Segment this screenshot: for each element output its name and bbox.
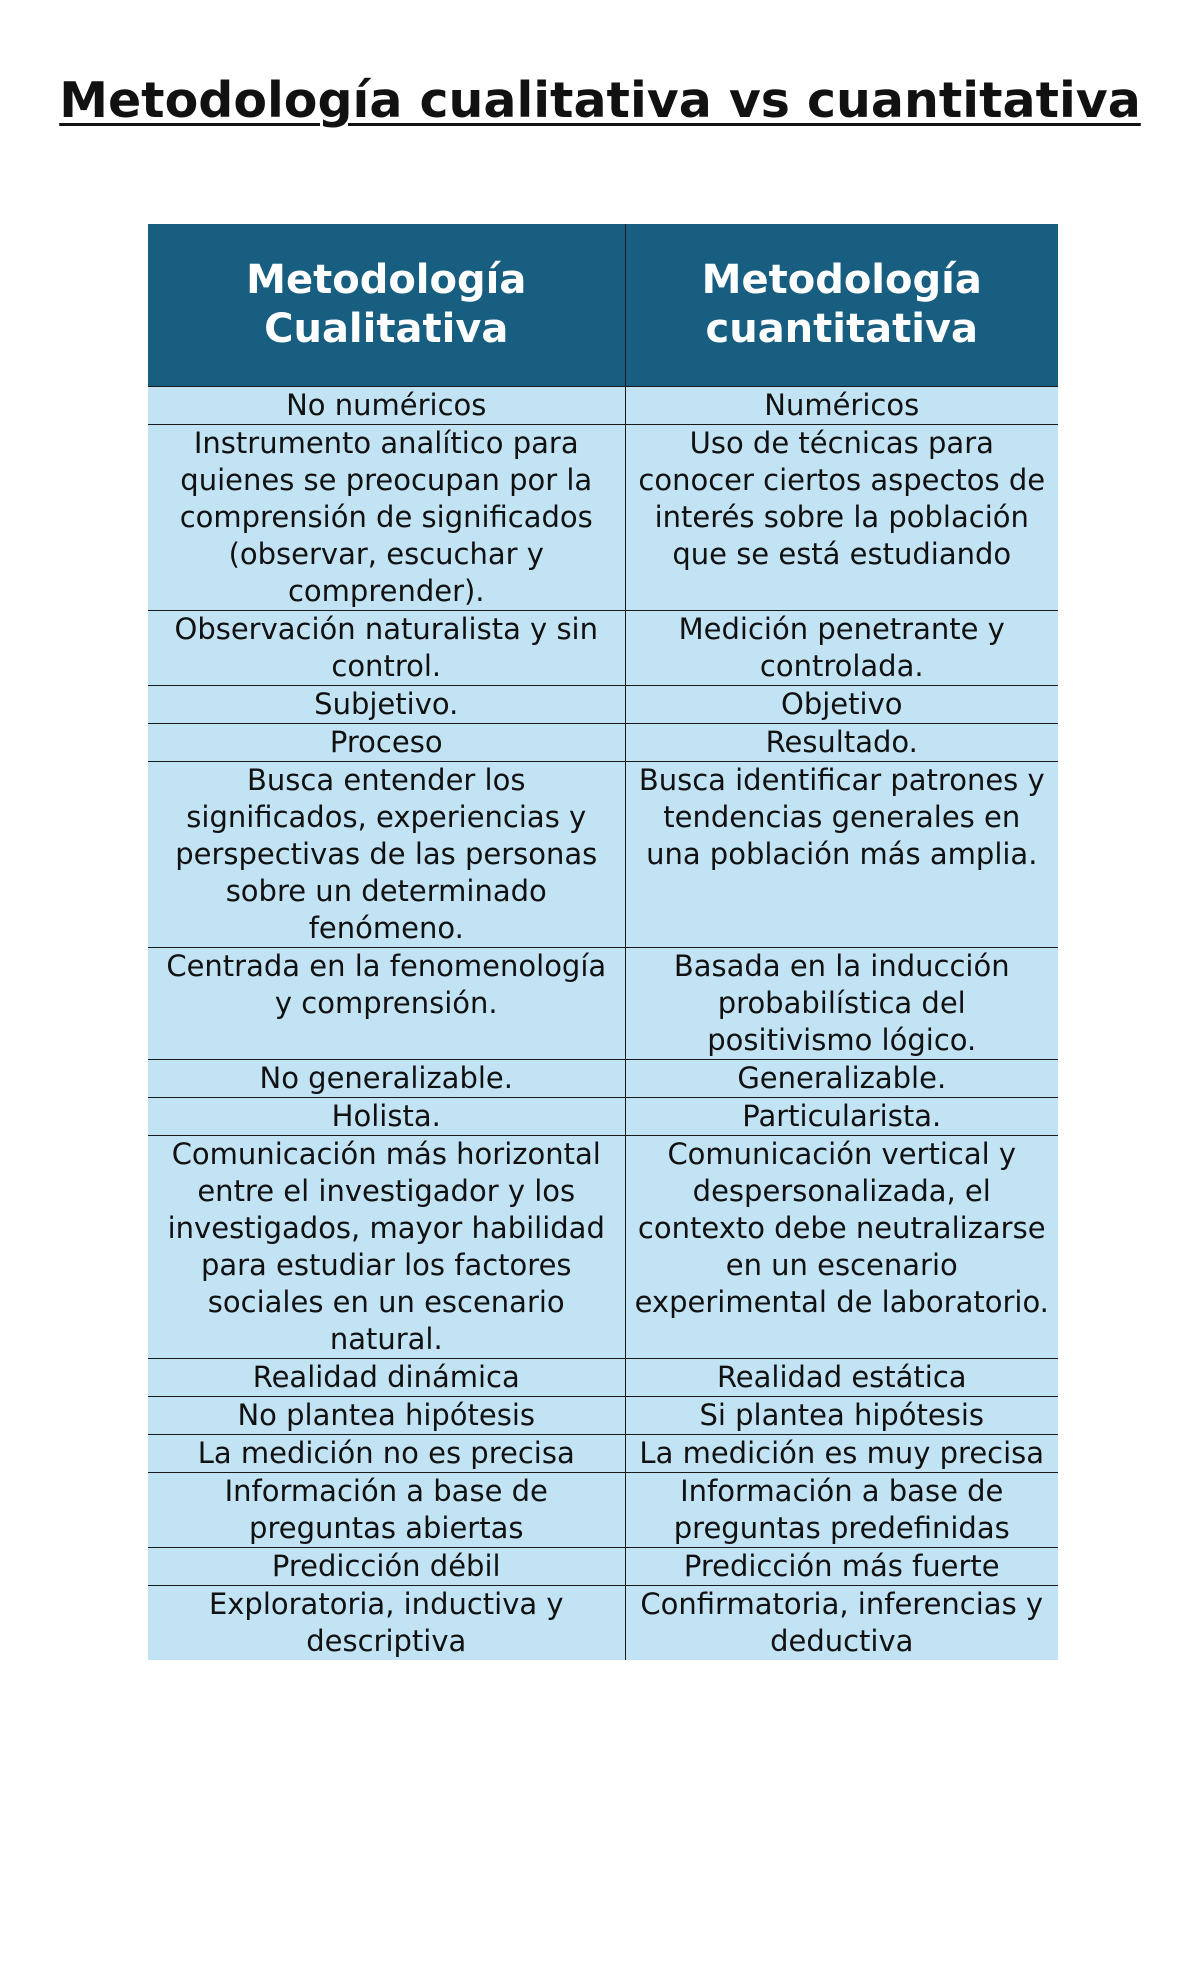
table-row <box>148 1359 1058 1397</box>
table-row <box>148 1136 1058 1359</box>
table-row <box>148 1098 1058 1136</box>
cell-quantitative: Comunicación vertical y despersonalizada, el contexto debe neutralizarse en un escenario experimental de laboratorio. <box>625 1136 1058 1359</box>
cell-qualitative: No numéricos <box>148 387 625 425</box>
table-row <box>148 387 1058 425</box>
table-row <box>148 611 1058 686</box>
table-row <box>148 724 1058 762</box>
table-header-row <box>148 224 1058 387</box>
cell-qualitative: No generalizable. <box>148 1060 625 1098</box>
cell-qualitative: Centrada en la fenomenología y comprensión. <box>148 948 625 1060</box>
header-quantitative: Metodología cuantitativa <box>625 224 1058 387</box>
cell-qualitative: Comunicación más horizontal entre el investigador y los investigados, mayor habilidad para estudiar los factores sociales en un escenario natural. <box>148 1136 625 1359</box>
cell-quantitative: Predicción más fuerte <box>625 1548 1058 1586</box>
table-row <box>148 948 1058 1060</box>
cell-qualitative: Proceso <box>148 724 625 762</box>
table-row <box>148 1397 1058 1435</box>
cell-qualitative: Realidad dinámica <box>148 1359 625 1397</box>
cell-qualitative: Instrumento analítico para quienes se preocupan por la comprensión de significados (observar, escuchar y comprender). <box>148 425 625 611</box>
cell-quantitative: Numéricos <box>625 387 1058 425</box>
cell-quantitative: La medición es muy precisa <box>625 1435 1058 1473</box>
cell-quantitative: Confirmatoria, inferencias y deductiva <box>625 1586 1058 1661</box>
table-row <box>148 1548 1058 1586</box>
table-row <box>148 686 1058 724</box>
comparison-table <box>148 224 1058 1660</box>
cell-quantitative: Busca identificar patrones y tendencias generales en una población más amplia. <box>625 762 1058 948</box>
table-row <box>148 1473 1058 1548</box>
table-row <box>148 425 1058 611</box>
table-row <box>148 1435 1058 1473</box>
cell-quantitative: Particularista. <box>625 1098 1058 1136</box>
cell-quantitative: Información a base de preguntas predefinidas <box>625 1473 1058 1548</box>
cell-quantitative: Uso de técnicas para conocer ciertos aspectos de interés sobre la población que se está estudiando <box>625 425 1058 611</box>
cell-quantitative: Basada en la inducción probabilística del positivismo lógico. <box>625 948 1058 1060</box>
cell-qualitative: Busca entender los significados, experiencias y perspectivas de las personas sobre un determinado fenómeno. <box>148 762 625 948</box>
table-row <box>148 1060 1058 1098</box>
header-qualitative: Metodología Cualitativa <box>148 224 625 387</box>
document-title-text: Metodología cualitativa vs cuantitativa <box>59 72 1141 129</box>
cell-quantitative: Objetivo <box>625 686 1058 724</box>
table-row <box>148 1586 1058 1661</box>
cell-quantitative: Realidad estática <box>625 1359 1058 1397</box>
cell-qualitative: La medición no es precisa <box>148 1435 625 1473</box>
cell-quantitative: Generalizable. <box>625 1060 1058 1098</box>
cell-quantitative: Si plantea hipótesis <box>625 1397 1058 1435</box>
cell-qualitative: Información a base de preguntas abiertas <box>148 1473 625 1548</box>
cell-quantitative: Medición penetrante y controlada. <box>625 611 1058 686</box>
cell-qualitative: Predicción débil <box>148 1548 625 1586</box>
table-row <box>148 762 1058 948</box>
cell-qualitative: Exploratoria, inductiva y descriptiva <box>148 1586 625 1661</box>
cell-qualitative: Observación naturalista y sin control. <box>148 611 625 686</box>
cell-qualitative: Holista. <box>148 1098 625 1136</box>
cell-quantitative: Resultado. <box>625 724 1058 762</box>
cell-qualitative: No plantea hipótesis <box>148 1397 625 1435</box>
document-title <box>0 66 1200 136</box>
cell-qualitative: Subjetivo. <box>148 686 625 724</box>
